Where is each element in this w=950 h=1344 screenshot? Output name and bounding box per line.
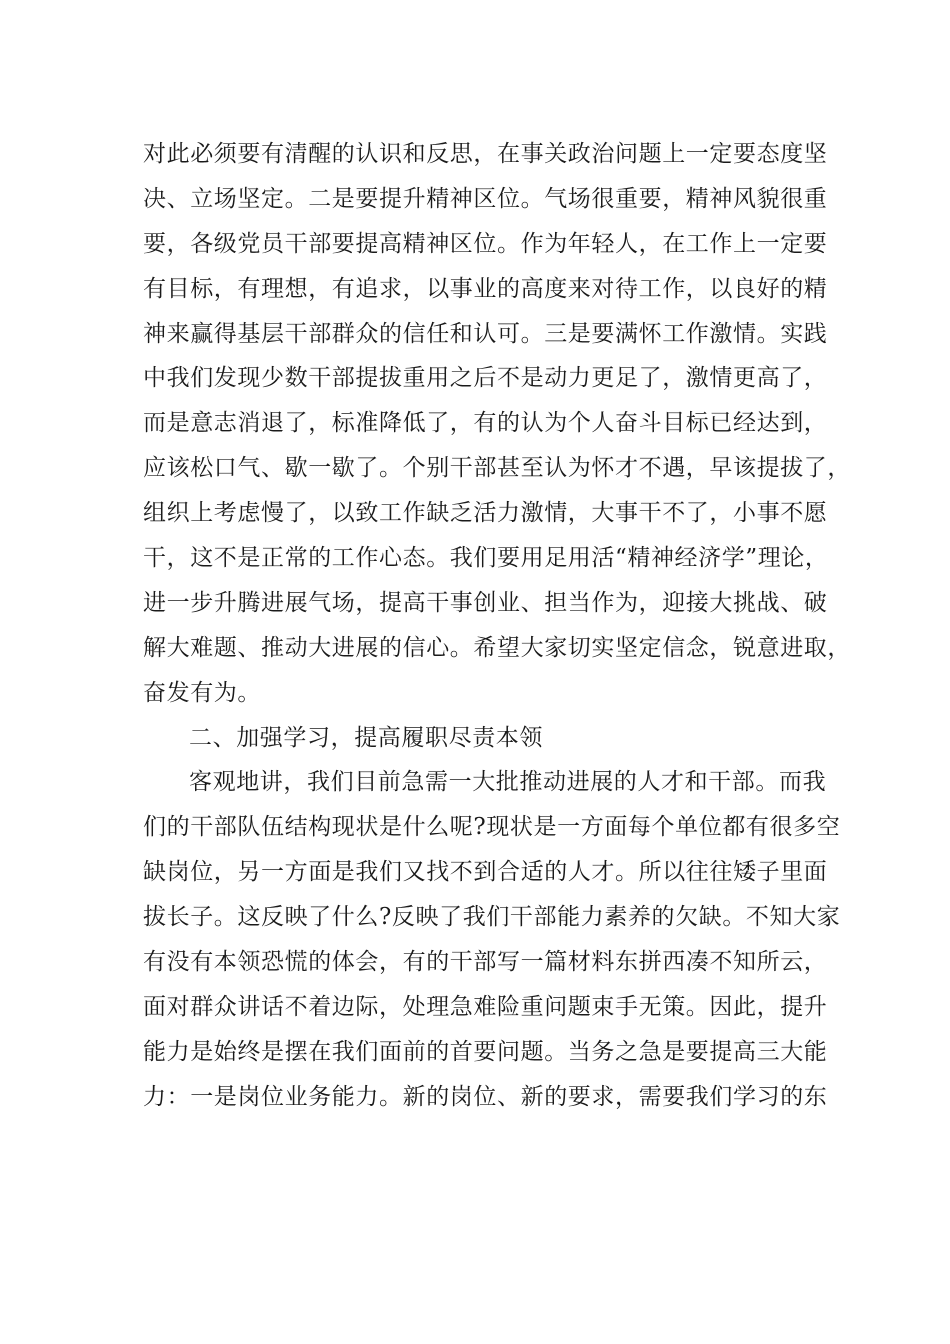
text-line: 要，各级党员干部要提高精神区位。作为年轻人，在工作上一定要 [143,230,828,257]
text-line: 能力是始终是摆在我们面前的首要问题。当务之急是要提高三大能 [143,1038,828,1065]
text-line: 应该松口气、歇一歇了。个别干部甚至认为怀才不遇，早该提拔了， [143,455,851,482]
text-line: 缺岗位，另一方面是我们又找不到合适的人才。所以往往矮子里面 [143,859,828,886]
text-line: 而是意志消退了，标准降低了，有的认为个人奋斗目标已经达到， [143,410,828,437]
text-line: 解大难题、推动大进展的信心。希望大家切实坚定信念，锐意进取， [143,634,851,661]
text-line: 力：一是岗位业务能力。新的岗位、新的要求，需要我们学习的东 [143,1083,828,1110]
text-line: 进一步升腾进展气场，提高干事创业、担当作为，迎接大挑战、破 [143,589,828,616]
text-line: 有目标，有理想，有追求，以事业的高度来对待工作，以良好的精 [143,275,828,302]
text-line: 中我们发现少数干部提拔重用之后不是动力更足了，激情更高了， [143,365,828,392]
text-line: 决、立场坚定。二是要提升精神区位。气场很重要，精神风貌很重 [143,185,828,212]
text-line: 奋发有为。 [143,679,261,706]
body-text [143,132,851,1120]
text-line: 干，这不是正常的工作心态。我们要用足用活“精神经济学”理论， [143,545,829,572]
text-line: 组织上考虑慢了，以致工作缺乏活力激情，大事干不了，小事不愿 [143,500,828,527]
text-line: 面对群众讲话不着边际，处理急难险重问题束手无策。因此，提升 [143,993,828,1020]
text-line: 有没有本领恐慌的体会，有的干部写一篇材料东拼西凑不知所云， [143,949,828,976]
text-line: 对此必须要有清醒的认识和反思，在事关政治问题上一定要态度坚 [143,141,828,167]
text-line: 拔长子。这反映了什么?反映了我们干部能力素养的欠缺。不知大家 [143,904,841,931]
section-heading: 二、加强学习，提高履职尽责本领 [189,724,543,751]
text-line: 们的干部队伍结构现状是什么呢?现状是一方面每个单位都有很多空 [143,814,841,841]
text-line: 客观地讲，我们目前急需一大批推动进展的人才和干部。而我 [189,769,827,796]
text-line: 神来赢得基层干部群众的信任和认可。三是要满怀工作激情。实践 [143,320,828,347]
